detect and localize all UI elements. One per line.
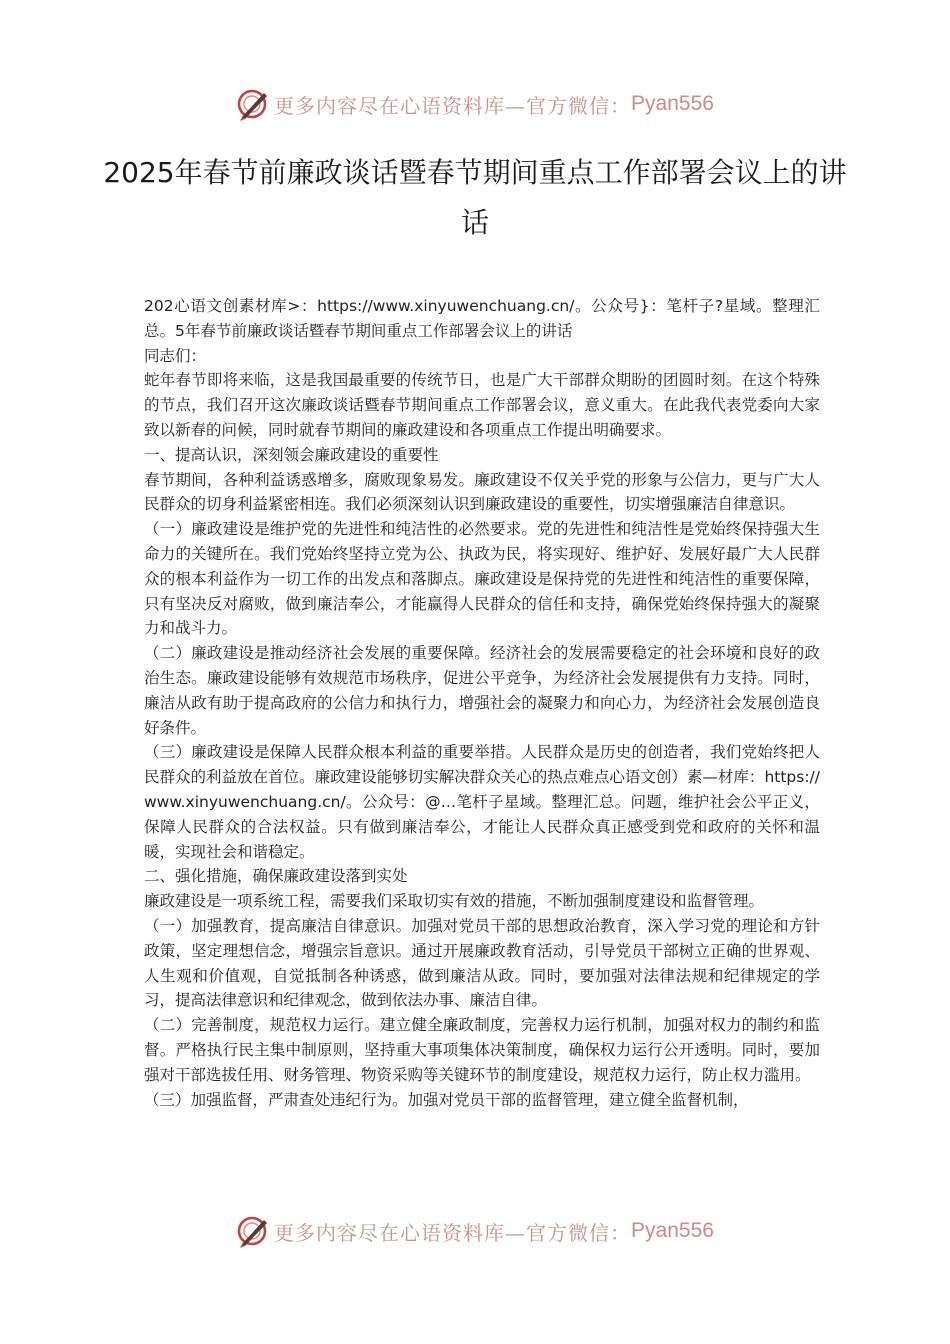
pen-logo-icon bbox=[236, 1214, 270, 1248]
pen-logo-icon bbox=[236, 87, 270, 121]
section-heading: 一、提高认识，深刻领会廉政建设的重要性 bbox=[144, 445, 439, 464]
document-title: 2025年春节前廉政谈话暨春节期间重点工作部署会议上的讲话 bbox=[103, 156, 847, 239]
paragraph: （一）加强教育，提高廉洁自律意识。加强对党员干部的思想政治教育，深入学习党的理论和方针政策，坚定理想信念，增强宗旨意识。通过开展廉政教育活动，引导党员干部树立正确的世界观、人生观和价值观，自觉抵制各种诱惑，做到廉洁从政。同时，要加强对法律法规和纪律规定的学习，提高法律意识和纪律观念，做到依法办事、廉洁自律。 bbox=[144, 916, 820, 1010]
paragraph: 202心语文创素材库>：https://www.xinyuwenchuang.cn/。公众号}：笔杆子?星域。整理汇总。5年春节前廉政谈话暨春节期间重点工作部署会议上的讲话 bbox=[144, 297, 820, 340]
banner-wechat-id: Pyan556 bbox=[631, 92, 714, 115]
paragraph: （三）廉政建设是保障人民群众根本利益的重要举措。人民群众是历史的创造者，我们党始终把人民群众的利益放在首位。廉政建设能够切实解决群众关心的热点难点心语文创）素—材库：https://www.xinyuwenchuang.cn/。公众号：@…笔杆子星域。整理汇总。问题，维护社会公平正义，保障人民群众的合法权益。只有做到廉洁奉公，才能让人民群众真正感受到党和政府的关怀和温暖，实现社会和谐稳定。 bbox=[144, 743, 820, 861]
header-watermark-banner bbox=[0, 84, 950, 124]
document-body bbox=[144, 294, 820, 1112]
section-heading: 二、强化措施，确保廉政建设落到实处 bbox=[144, 867, 408, 886]
paragraph: 春节期间，各种利益诱惑增多，腐败现象易发。廉政建设不仅关乎党的形象与公信力，更与广大人民群众的切身利益紧密相连。我们必须深刻认识到廉政建设的重要性，切实增强廉洁自律意识。 bbox=[144, 470, 820, 514]
paragraph: 同志们： bbox=[144, 346, 207, 365]
banner-text: 更多内容尽在心语资料库—官方微信： bbox=[274, 1220, 632, 1245]
paragraph: （一）廉政建设是维护党的先进性和纯洁性的必然要求。党的先进性和纯洁性是党始终保持强大生命力的关键所在。我们党始终坚持立党为公、执政为民，将实现好、维护好、发展好最广大人民群众的根本利益作为一切工作的出发点和落脚点。廉政建设是保持党的先进性和纯洁性的重要保障，只有坚决反对腐败，做到廉洁奉公，才能赢得人民群众的信任和支持，确保党始终保持强大的凝聚力和战斗力。 bbox=[144, 520, 820, 638]
banner-text: 更多内容尽在心语资料库—官方微信： bbox=[274, 93, 632, 118]
footer-watermark-banner bbox=[0, 1211, 950, 1251]
paragraph: （二）完善制度，规范权力运行。建立健全廉政制度，完善权力运行机制，加强对权力的制约和监督。严格执行民主集中制原则，坚持重大事项集体决策制度，确保权力运行公开透明。同时，要加强对干部选拔任用、财务管理、物资采购等关键环节的制度建设，规范权力运行，防止权力滥用。 bbox=[144, 1016, 820, 1084]
paragraph: （二）廉政建设是推动经济社会发展的重要保障。经济社会的发展需要稳定的社会环境和良好的政治生态。廉政建设能够有效规范市场秩序，促进公平竞争，为经济社会发展提供有力支持。同时，廉洁从政有助于提高政府的公信力和执行力，增强社会的凝聚力和向心力，为经济社会发展创造良好条件。 bbox=[144, 644, 820, 737]
paragraph: （三）加强监督，严肃查处违纪行为。加强对党员干部的监督管理，建立健全监督机制， bbox=[144, 1090, 749, 1109]
paragraph: 蛇年春节即将来临，这是我国最重要的传统节日，也是广大干部群众期盼的团圆时刻。在这个特殊的节点，我们召开这次廉政谈话暨春节期间重点工作部署会议，意义重大。在此我代表党委向大家致以新春的问候，同时就春节期间的廉政建设和各项重点工作提出明确要求。 bbox=[144, 371, 820, 439]
banner-wechat-id: Pyan556 bbox=[631, 1219, 714, 1242]
paragraph: 廉政建设是一项系统工程，需要我们采取切实有效的措施，不断加强制度建设和监督管理。 bbox=[144, 892, 765, 911]
